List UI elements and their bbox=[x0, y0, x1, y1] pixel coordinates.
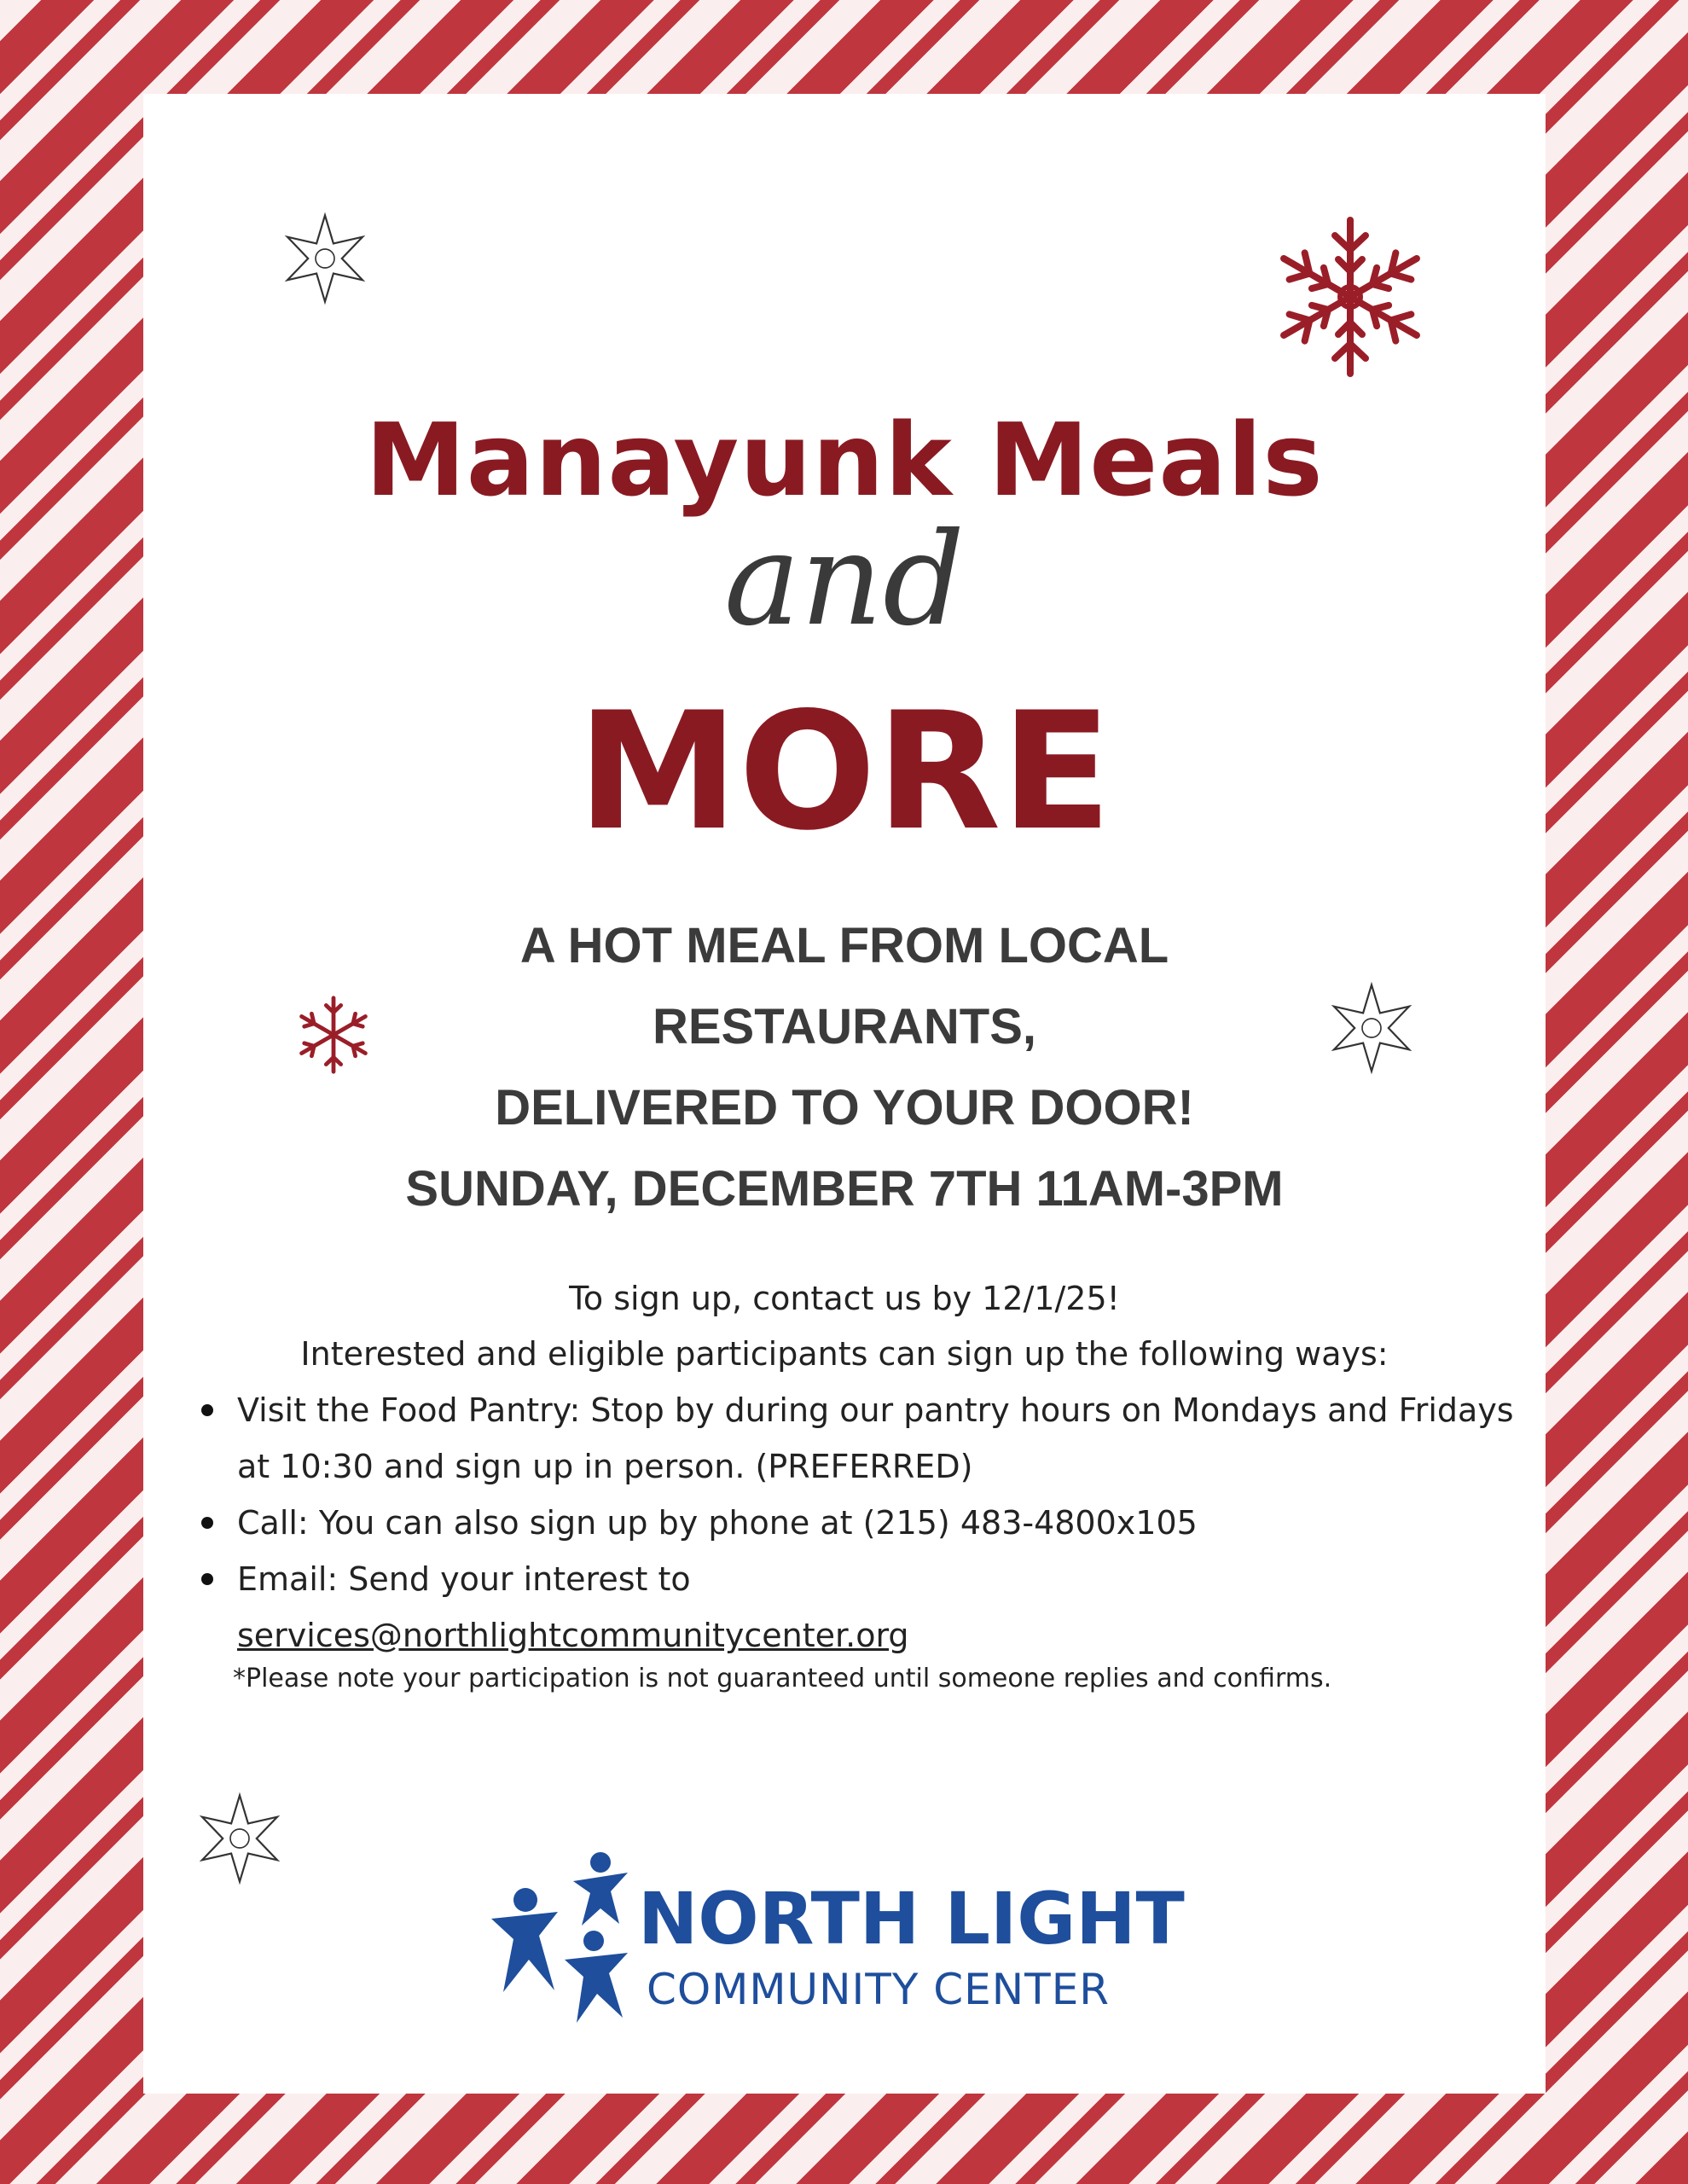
email-link[interactable]: services@northlightcommunitycenter.org bbox=[237, 1617, 909, 1654]
signup-methods-list bbox=[194, 1382, 1525, 1664]
list-item bbox=[194, 1551, 1525, 1664]
title-line-1: Manayunk Meals bbox=[365, 401, 1324, 519]
headline-line-4: SUNDAY, DECEMBER 7TH 11AM-3PM bbox=[405, 1161, 1284, 1217]
snowflake-icon bbox=[1265, 212, 1436, 382]
flyer-card bbox=[143, 94, 1546, 2094]
star-icon bbox=[193, 1792, 287, 1885]
headline-line-2: RESTAURANTS, bbox=[652, 999, 1037, 1054]
bullet-icon bbox=[201, 1517, 213, 1529]
list-item bbox=[194, 1495, 1525, 1551]
star-icon bbox=[278, 212, 372, 305]
signup-method-email: Email: Send your interest to bbox=[237, 1560, 691, 1598]
signup-intro: Interested and eligible participants can sign up the following ways: bbox=[300, 1335, 1389, 1373]
title-line-2: and bbox=[723, 506, 966, 654]
logo-name-line-2: COMMUNITY CENTER bbox=[647, 1965, 1111, 2014]
headline-line-1: A HOT MEAL FROM LOCAL bbox=[519, 918, 1169, 973]
participation-note: *Please note your participation is not guaranteed until someone replies and confirms. bbox=[233, 1664, 1332, 1693]
signup-method-call: Call: You can also sign up by phone at (215) 483-4800x105 bbox=[237, 1504, 1198, 1542]
signup-deadline: To sign up, contact us by 12/1/25! bbox=[569, 1280, 1120, 1317]
bullet-icon bbox=[201, 1573, 213, 1585]
headline-line-3: DELIVERED TO YOUR DOOR! bbox=[495, 1080, 1194, 1136]
list-item bbox=[194, 1382, 1525, 1495]
bullet-icon bbox=[201, 1404, 213, 1416]
logo-name-line-1: NORTH LIGHT bbox=[638, 1877, 1185, 1960]
people-logo-icon bbox=[491, 1847, 636, 2026]
signup-method-pantry: Visit the Food Pantry: Stop by during our pantry hours on Mondays and Fridays at 10:30 and sign up in person. (PREFERRED) bbox=[237, 1391, 1514, 1485]
title-line-3: MORE bbox=[577, 677, 1112, 866]
